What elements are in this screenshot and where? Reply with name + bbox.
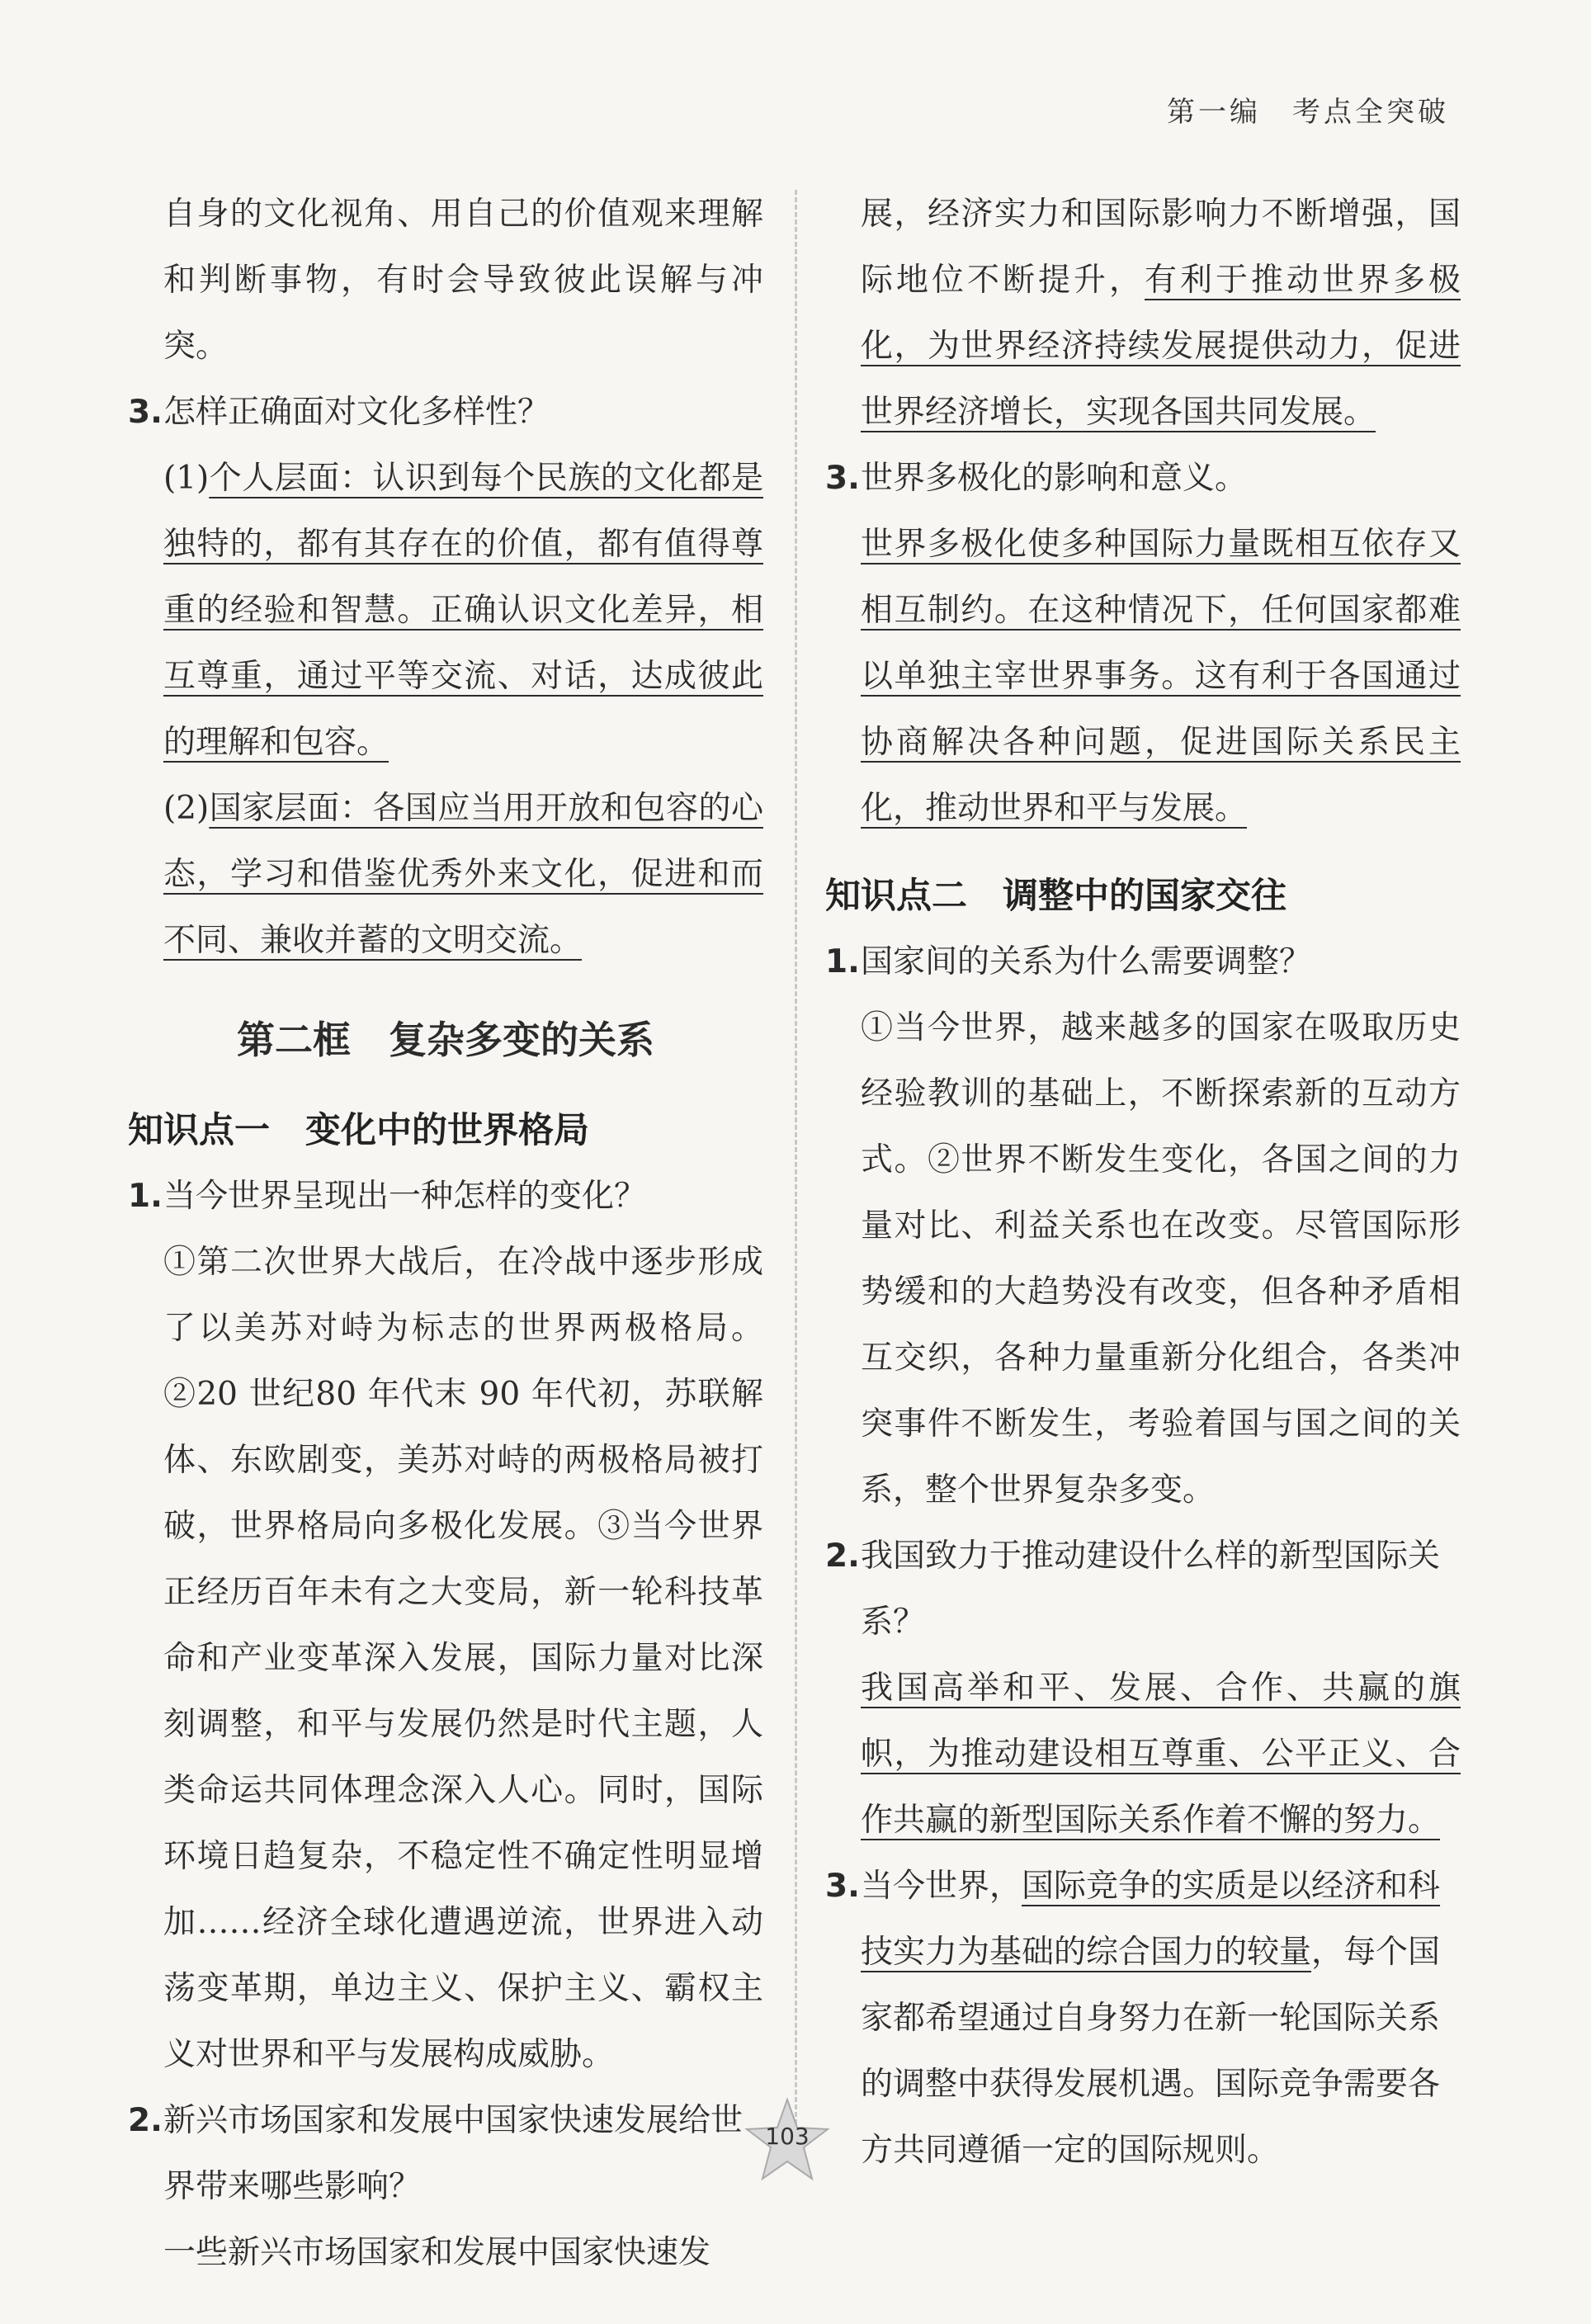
answer-underlined: 有利于推动世界多极化，为世界经济持续发展提供动力，促进世界经济增长，实现各国共同发展。 (861, 262, 1461, 431)
question-text: 世界多极化的影响和意义。 (861, 460, 1248, 497)
question-3b (825, 1854, 1461, 2184)
answer-3-2 (128, 776, 763, 974)
answer-plain: 展，经济实力和国际影响力不断增强，国际地位不断提升， (861, 196, 1461, 299)
question-text: 新兴市场国家和发展中国家快速发展给世界带来哪些影响？ (163, 2102, 744, 2205)
answer-1: ①第二次世界大战后，在冷战中逐步形成了以美苏对峙为标志的世界两极格局。②20 世纪80 年代末 90 年代初，苏联解体、东欧剧变，美苏对峙的两极格局被打破，世界格局向多极化发展。③当今世界正经历百年未有之大变局，新一轮科技革命和产业变革深入发展，国际力量对比深刻调整，和平与发展仍然是时代主题，人类命运共同体理念深入人心。同时，国际环境日趋复杂，不稳定性不确定性明显增加……经济全球化遭遇逆流，世界进入动荡变革期，单边主义、保护主义、霸权主义对世界和平与发展构成威胁。 (163, 1244, 763, 2073)
question-2 (825, 1523, 1461, 1656)
page-number: 103 (765, 2123, 810, 2150)
question-number: 2. (825, 1538, 860, 1575)
question-text: 我国致力于推动建设什么样的新型国际关系？ (861, 1538, 1441, 1641)
question-2 (128, 2088, 763, 2220)
answer-underlined: 我国高举和平、发展、合作、共赢的旗帜，为推动建设相互尊重、公平正义、合作共赢的新型国际关系作着不懈的努力。 (861, 1670, 1461, 1839)
text-underlined: 国际竞争的实质是以经济和科技实力为基础的综合国力的较量 (861, 1868, 1441, 1971)
continued-paragraph: 自身的文化视角、用自己的价值观来理解和判断事物，有时会导致彼此误解与冲突。 (163, 196, 763, 365)
question-text: 国家间的关系为什么需要调整？ (861, 943, 1312, 980)
answer-prefix: (1) (163, 460, 210, 497)
answer-prefix: (2) (163, 790, 210, 827)
question-number: 1. (128, 1178, 163, 1215)
page-header: 第一编 考点全突破 (1167, 96, 1449, 129)
question-number: 2. (128, 2102, 163, 2139)
question-number: 1. (825, 943, 860, 980)
answer-underlined: 世界多极化使多种国际力量既相互依存又相互制约。在这种情况下，任何国家都难以单独主宰世界事务。这有利于各国通过协商解决各种问题，促进国际关系民主化，推动世界和平与发展。 (861, 526, 1461, 827)
answer-2-continued (825, 182, 1461, 446)
knowledge-point-1-heading: 知识点一 变化中的世界格局 (128, 1110, 589, 1151)
answer-1: ①当今世界，越来越多的国家在吸取历史经验教训的基础上，不断探索新的互动方式。②世界不断发生变化，各国之间的力量对比、利益关系也在改变。尽管国际形势缓和的大趋势没有改变，但各种矛盾相互交织，各种力量重新分化组合，各类冲突事件不断发生，考验着国与国之间的关系，整个世界复杂多变。 (861, 1009, 1461, 1509)
question-1 (825, 929, 1461, 995)
answer-underlined: 国家层面：各国应当用开放和包容的心态，学习和借鉴优秀外来文化，促进和而不同、兼收并蓄的文明交流。 (163, 790, 763, 959)
answer-3 (825, 512, 1461, 842)
question-number: 3. (825, 460, 860, 497)
answer-underlined: 个人层面：认识到每个民族的文化都是独特的，都有其存在的价值，都有值得尊重的经验和智慧。正确认识文化差异，相互尊重，通过平等交流、对话，达成彼此的理解和包容。 (163, 460, 763, 761)
question-3 (825, 446, 1461, 512)
question-text: 当今世界呈现出一种怎样的变化？ (163, 1178, 647, 1215)
right-column (825, 182, 1461, 2184)
answer-2-start: 一些新兴市场国家和发展中国家快速发 (163, 2234, 711, 2271)
answer-2 (825, 1656, 1461, 1854)
question-text: 怎样正确面对文化多样性？ (163, 394, 550, 431)
left-column (128, 182, 763, 2286)
question-1 (128, 1164, 763, 1230)
page-number-badge (742, 2096, 833, 2187)
question-number: 3. (128, 394, 163, 431)
question-number: 3. (825, 1868, 860, 1905)
text-rest: ，每个国家都希望通过自身努力在新一轮国际关系的调整中获得发展机遇。国际竞争需要各方共同遵循一定的国际规则。 (861, 1934, 1441, 2169)
column-divider (795, 190, 797, 2154)
answer-3-1 (128, 446, 763, 776)
section-title: 第二框 复杂多变的关系 (237, 1018, 654, 1062)
text-plain: 当今世界， (861, 1868, 1022, 1905)
question-3 (128, 380, 763, 446)
knowledge-point-2-heading: 知识点二 调整中的国家交往 (825, 876, 1286, 917)
question-text (861, 1854, 1461, 2184)
